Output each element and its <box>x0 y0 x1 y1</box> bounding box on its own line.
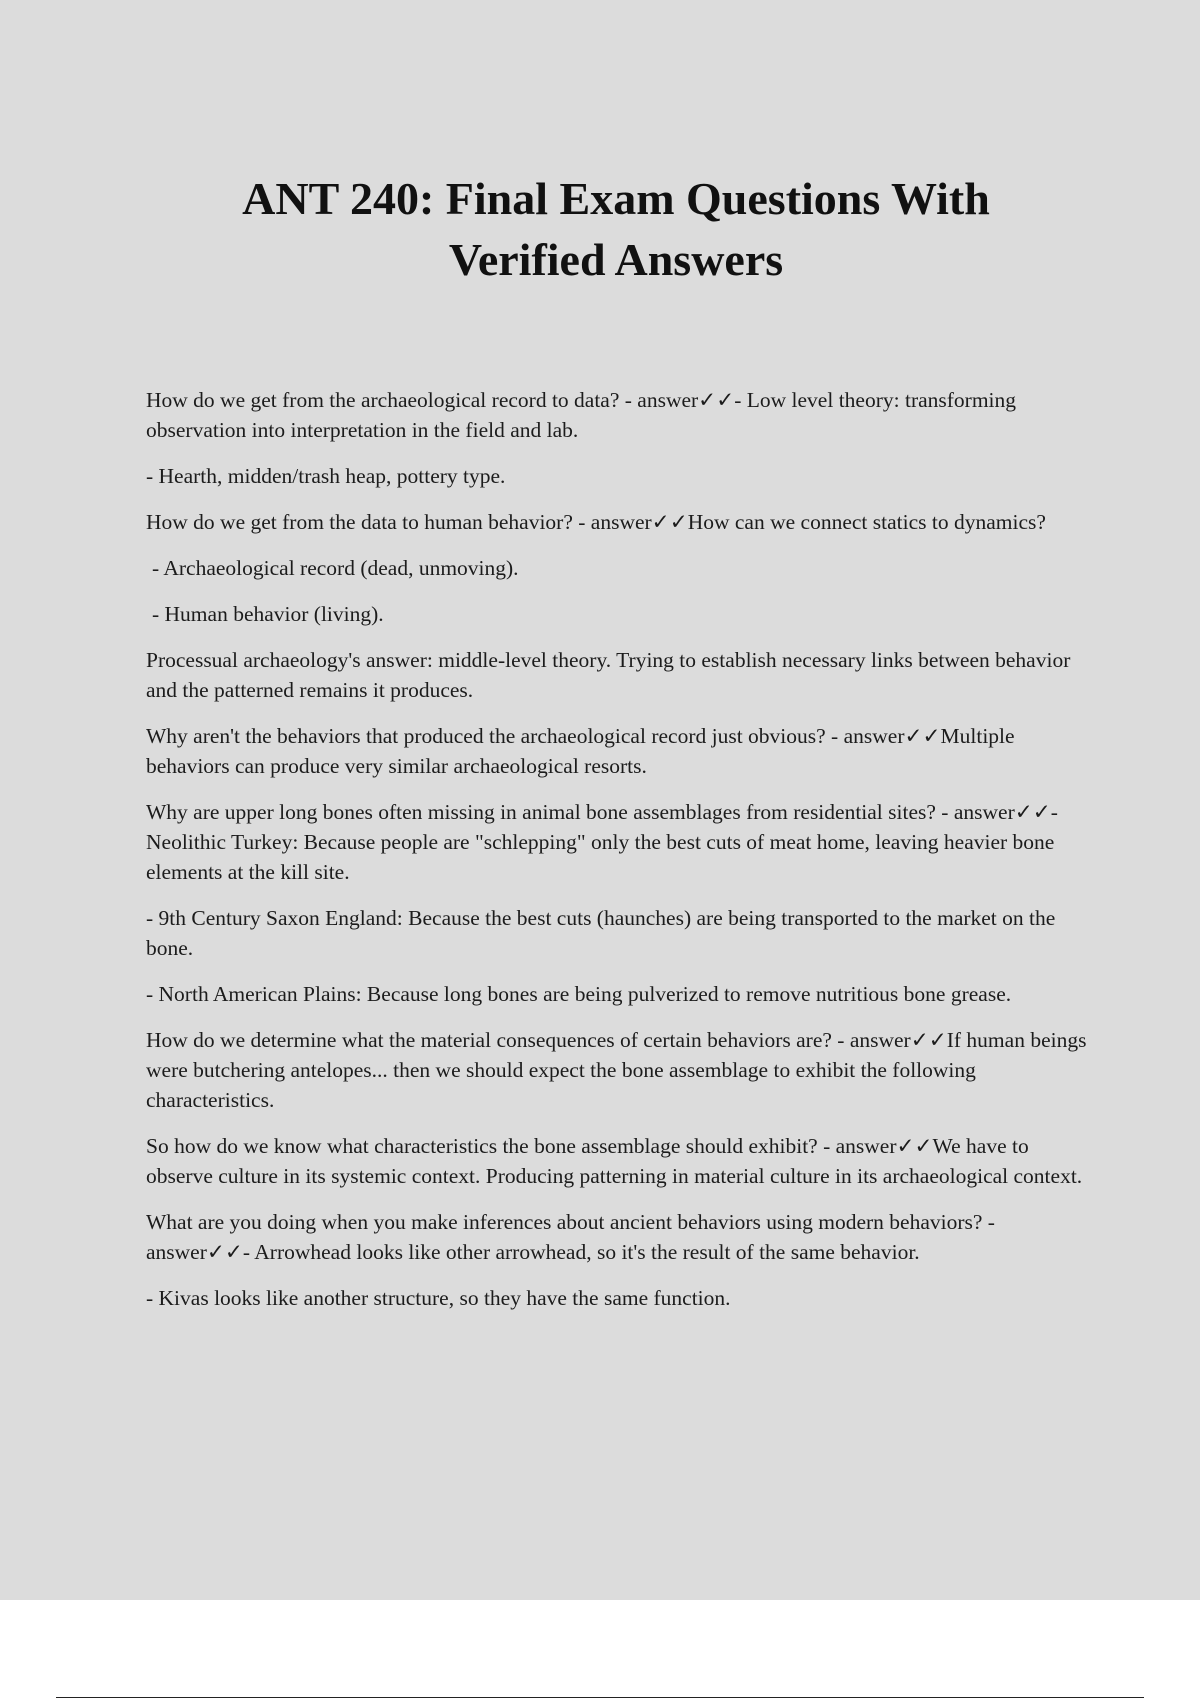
paragraph: - 9th Century Saxon England: Because the best cuts (haunches) are being transported to the market on the bone. <box>146 906 1056 960</box>
paragraph: Processual archaeology's answer: middle-level theory. Trying to establish necessary links between behavior and the patterned remains it produces. <box>146 648 1071 702</box>
document-body <box>146 385 1096 1329</box>
paragraph: How do we determine what the material consequences of certain behaviors are? - answer✓✓If human beings were butchering antelopes... then we should expect the bone assemblage to exhibit the following characteristics. <box>146 1028 1087 1112</box>
paragraph: - Human behavior (living). <box>152 602 384 626</box>
paragraph: Why are upper long bones often missing in animal bone assemblages from residential sites? - answer✓✓- Neolithic Turkey: Because people are "schlepping" only the best cuts of meat home, leaving heavier bone elements at the kill site. <box>146 800 1058 884</box>
paragraph: - North American Plains: Because long bones are being pulverized to remove nutritious bone grease. <box>146 982 1012 1006</box>
paragraph: - Kivas looks like another structure, so they have the same function. <box>146 1286 731 1310</box>
paragraph: - Archaeological record (dead, unmoving). <box>152 556 519 580</box>
footer-divider <box>56 1697 1144 1698</box>
paragraph: So how do we know what characteristics the bone assemblage should exhibit? - answer✓✓We have to observe culture in its systemic context. Producing patterning in material culture in its archaeological context. <box>146 1134 1083 1188</box>
paragraph: How do we get from the data to human behavior? - answer✓✓How can we connect statics to dynamics? <box>146 510 1046 534</box>
paragraph: What are you doing when you make inferences about ancient behaviors using modern behaviors? - answer✓✓- Arrowhead looks like other arrowhead, so it's the result of the same behavior. <box>146 1210 995 1264</box>
document-title <box>150 168 1082 290</box>
paragraph: - Hearth, midden/trash heap, pottery type. <box>146 464 506 488</box>
title-line-2: Verified Answers <box>448 234 784 285</box>
title-line-1: ANT 240: Final Exam Questions With <box>242 173 990 224</box>
paragraph: How do we get from the archaeological record to data? - answer✓✓- Low level theory: transforming observation into interpretation in the field and lab. <box>146 388 1017 442</box>
paragraph: Why aren't the behaviors that produced the archaeological record just obvious? - answer✓✓Multiple behaviors can produce very similar archaeological resorts. <box>146 724 1015 778</box>
